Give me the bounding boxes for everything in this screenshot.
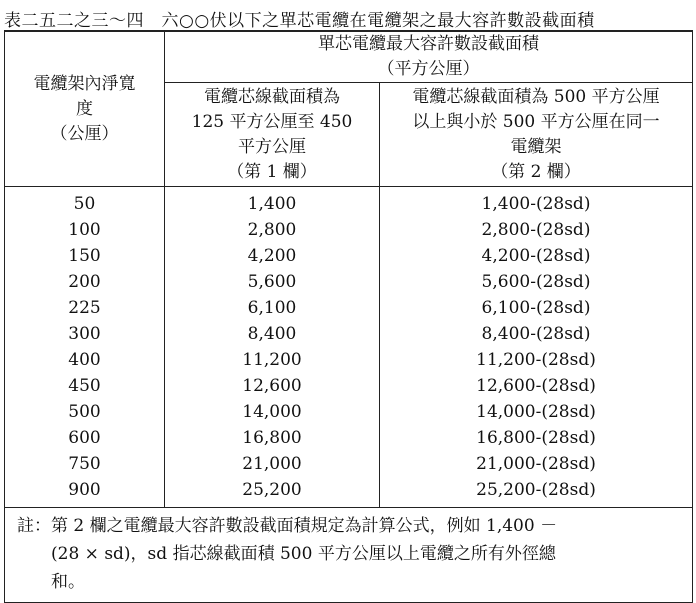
header-group-line1: 單芯電纜最大容許數設截面積 xyxy=(318,34,539,54)
table-cell-width: 900 xyxy=(68,480,101,500)
cable-tray-table xyxy=(4,30,693,603)
header-group xyxy=(165,31,693,83)
column-1-values xyxy=(165,187,380,508)
header-column-2-line2: 以上與小於 500 平方公厘在同一 xyxy=(412,111,660,132)
table-cell-col2: 16,800-(28sd) xyxy=(476,428,596,448)
table-cell-width: 100 xyxy=(68,220,101,240)
header-tray-width-line2: 度 xyxy=(76,98,93,119)
table-cell-col1: 2,800 xyxy=(247,220,297,240)
table-cell-col2: 25,200-(28sd) xyxy=(476,480,596,500)
header-column-1-line1: 電纜芯線截面積為 xyxy=(204,86,340,107)
table-cell-col1: 16,800 xyxy=(242,428,302,448)
table-cell-col1: 5,600 xyxy=(247,272,297,292)
table-caption: 表二五二之三～四 六○○伏以下之單芯電纜在電纜架之最大容許數設截面積 xyxy=(4,11,595,31)
table-cell-width: 600 xyxy=(68,428,101,448)
table-cell-col1: 8,400 xyxy=(247,324,297,344)
header-column-1 xyxy=(165,83,380,187)
table-cell-width: 300 xyxy=(68,324,101,344)
table-cell-col2: 2,800-(28sd) xyxy=(481,220,591,240)
table-cell-col1: 11,200 xyxy=(242,350,302,370)
table-cell-col2: 6,100-(28sd) xyxy=(481,298,591,318)
note-line-3: 和。 xyxy=(51,572,85,592)
table-cell-width: 225 xyxy=(68,298,101,318)
header-column-1-line3: 平方公厘 xyxy=(238,136,306,157)
table-cell-col1: 12,600 xyxy=(242,376,302,396)
table-cell-col1: 14,000 xyxy=(242,402,302,422)
header-column-2-line3: 電纜架 xyxy=(510,136,562,157)
header-group-unit: （平方公厘） xyxy=(377,59,480,79)
header-tray-width-unit: （公厘） xyxy=(50,123,119,144)
table-cell-width: 400 xyxy=(68,350,101,370)
table-cell-col2: 1,400-(28sd) xyxy=(481,194,591,214)
table-cell-col1: 4,200 xyxy=(247,246,297,266)
table-cell-width: 150 xyxy=(68,246,101,266)
table-cell-col2: 8,400-(28sd) xyxy=(481,324,591,344)
table-cell-width: 500 xyxy=(68,402,101,422)
note-line-2: (28 × sd)，sd 指芯線截面積 500 平方公厘以上電纜之所有外徑總 xyxy=(51,544,556,564)
column-2-values xyxy=(380,187,693,508)
table-cell-col2: 11,200-(28sd) xyxy=(476,350,596,370)
table-cell-col2: 12,600-(28sd) xyxy=(476,376,596,396)
table-cell-col1: 6,100 xyxy=(247,298,297,318)
header-column-2-label: （第 2 欄） xyxy=(491,161,581,182)
table-cell-col1: 25,200 xyxy=(242,480,302,500)
header-column-2 xyxy=(380,83,693,187)
table-cell-width: 200 xyxy=(68,272,101,292)
header-tray-width xyxy=(5,31,165,187)
table-cell-width: 50 xyxy=(73,194,96,214)
header-column-1-label: （第 1 欄） xyxy=(227,161,317,182)
header-column-2-line1: 電纜芯線截面積為 500 平方公厘 xyxy=(412,86,660,107)
header-column-1-line2: 125 平方公厘至 450 xyxy=(191,111,353,132)
table-cell-col2: 21,000-(28sd) xyxy=(476,454,596,474)
table-cell-col2: 4,200-(28sd) xyxy=(481,246,591,266)
header-tray-width-line1: 電纜架內淨寬 xyxy=(33,73,136,94)
table-cell-col1: 1,400 xyxy=(247,194,297,214)
table-cell-col2: 14,000-(28sd) xyxy=(476,402,596,422)
tray-width-column xyxy=(5,187,165,508)
table-note xyxy=(5,508,693,603)
table-cell-col2: 5,600-(28sd) xyxy=(481,272,591,292)
table-cell-width: 750 xyxy=(68,454,101,474)
note-line-1: 註：第 2 欄之電纜最大容許數設截面積規定為計算公式，例如 1,400 － xyxy=(17,516,558,536)
table-cell-width: 450 xyxy=(68,376,101,396)
table-cell-col1: 21,000 xyxy=(242,454,302,474)
